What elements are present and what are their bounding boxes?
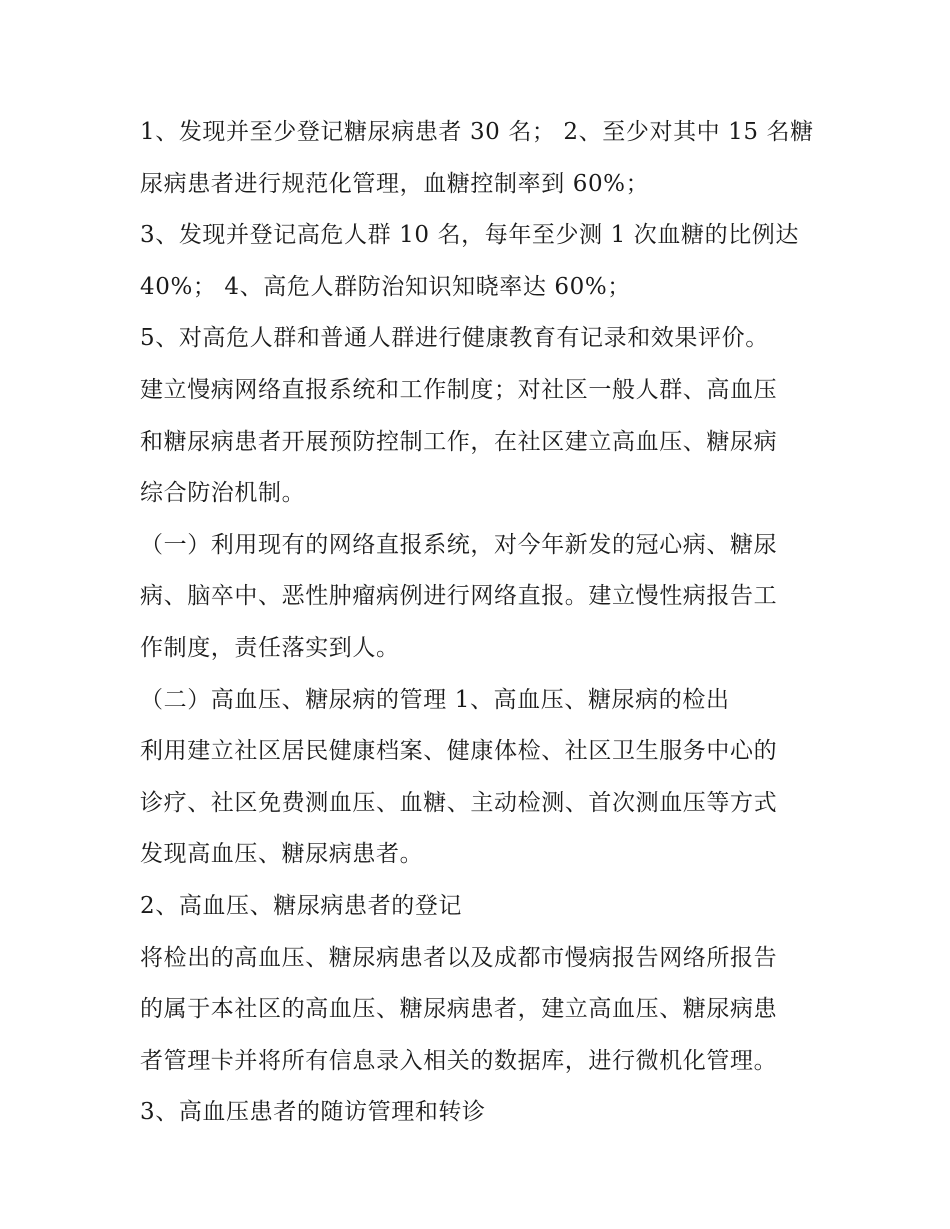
text-line: 3、发现并登记高危人群 10 名，每年至少测 1 次血糖的比例达 <box>140 222 799 249</box>
text-line: 利用建立社区居民健康档案、健康体检、社区卫生服务中心的 <box>140 738 778 765</box>
text-line: 病、脑卒中、恶性肿瘤病例进行网络直报。建立慢性病报告工 <box>140 583 778 610</box>
text-line: 综合防治机制。 <box>140 480 306 507</box>
text-line: 者管理卡并将所有信息录入相关的数据库，进行微机化管理。 <box>140 1047 778 1074</box>
text-line: 尿病患者进行规范化管理，血糖控制率到 60%； <box>140 170 650 197</box>
text-line: （二）高血压、糖尿病的管理 1、高血压、糖尿病的检出 <box>140 686 730 713</box>
text-line: 将检出的高血压、糖尿病患者以及成都市慢病报告网络所报告 <box>140 944 778 971</box>
text-line: 和糖尿病患者开展预防控制工作，在社区建立高血压、糖尿病 <box>140 428 778 455</box>
text-line: （一）利用现有的网络直报系统，对今年新发的冠心病、糖尿 <box>140 531 778 558</box>
text-line: 作制度，责任落实到人。 <box>140 634 400 661</box>
text-line: 的属于本社区的高血压、糖尿病患者，建立高血压、糖尿病患 <box>140 996 778 1023</box>
text-line: 3、高血压患者的随访管理和转诊 <box>140 1099 486 1126</box>
text-line: 40%； 4、高危人群防治知识知晓率达 60%； <box>140 273 631 300</box>
text-line: 2、高血压、糖尿病患者的登记 <box>140 892 463 919</box>
text-line: 5、对高危人群和普通人群进行健康教育有记录和效果评价。 <box>140 325 769 352</box>
text-line: 诊疗、社区免费测血压、血糖、主动检测、首次测血压等方式 <box>140 789 778 816</box>
text-line: 1、发现并至少登记糖尿病患者 30 名； 2、至少对其中 15 名糖 <box>140 119 814 145</box>
document-body <box>140 107 820 1139</box>
text-line: 建立慢病网络直报系统和工作制度；对社区一般人群、高血压 <box>140 376 778 403</box>
text-line: 发现高血压、糖尿病患者。 <box>140 841 424 868</box>
